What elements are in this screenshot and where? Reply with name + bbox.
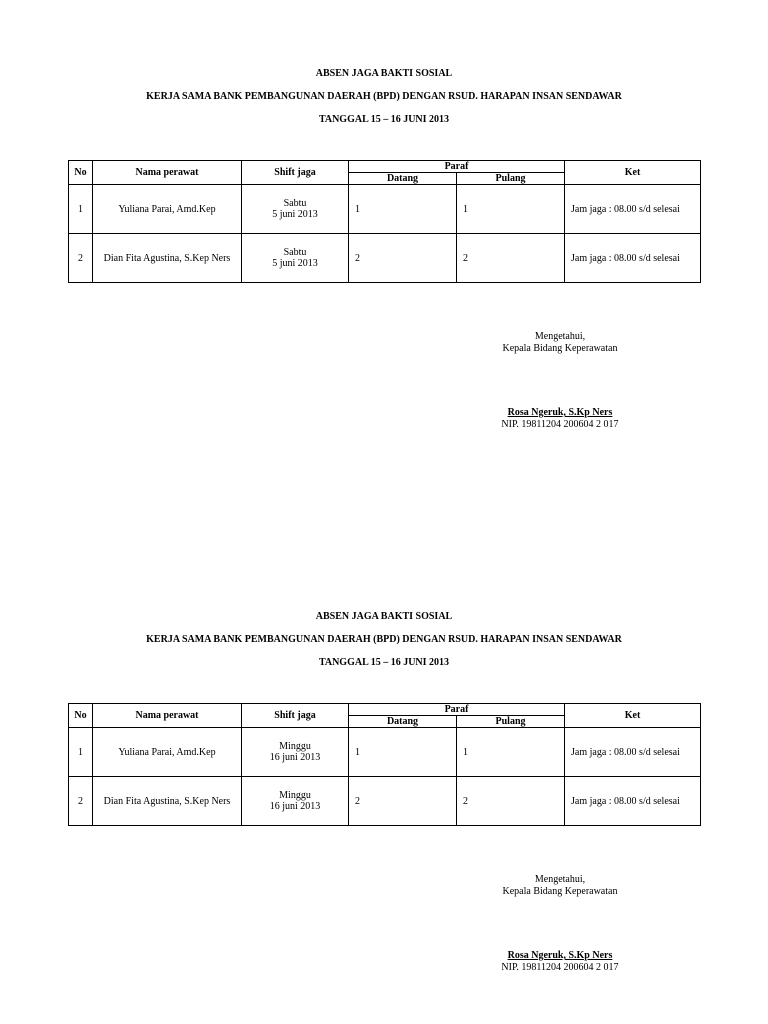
doc-subtitle: KERJA SAMA BANK PEMBANGUNAN DAERAH (BPD) DENGAN RSUD. HARAPAN INSAN SENDAWAR (146, 91, 622, 102)
header-paraf: Paraf (349, 704, 565, 716)
cell-pulang: 2 (457, 777, 565, 826)
shift-day: Minggu (279, 741, 311, 752)
header-nama: Nama perawat (93, 161, 242, 185)
doc-title: ABSEN JAGA BAKTI SOSIAL (315, 611, 453, 622)
cell-no: 2 (69, 777, 93, 826)
signer-nip: NIP. 19811204 200604 2 017 (501, 962, 619, 973)
header-shift: Shift jaga (242, 161, 349, 185)
cell-datang: 2 (349, 234, 457, 283)
doc-date-line: TANGGAL 15 – 16 JUNI 2013 (318, 114, 450, 125)
table-row (69, 234, 701, 283)
cell-nama: Yuliana Parai, Amd.Kep (93, 185, 242, 234)
cell-no: 1 (69, 185, 93, 234)
signature-block-name (440, 950, 680, 974)
signature-block-top (440, 874, 680, 898)
shift-date: 16 juni 2013 (269, 752, 321, 763)
shift-date: 5 juni 2013 (272, 209, 318, 220)
cell-ket: Jam jaga : 08.00 s/d selesai (565, 234, 701, 283)
signer-name: Rosa Ngeruk, S.Kp Ners (507, 407, 613, 418)
header-datang: Datang (349, 173, 457, 185)
table-row (69, 185, 701, 234)
cell-pulang: 1 (457, 728, 565, 777)
cell-datang: 1 (349, 185, 457, 234)
cell-no: 2 (69, 234, 93, 283)
cell-ket: Jam jaga : 08.00 s/d selesai (565, 728, 701, 777)
table-row (69, 728, 701, 777)
header-datang: Datang (349, 716, 457, 728)
header-pulang: Pulang (457, 173, 565, 185)
cell-no: 1 (69, 728, 93, 777)
header-ket: Ket (565, 704, 701, 728)
cell-ket: Jam jaga : 08.00 s/d selesai (565, 185, 701, 234)
attendance-table (68, 160, 701, 283)
cell-shift (242, 777, 349, 826)
doc-subtitle: KERJA SAMA BANK PEMBANGUNAN DAERAH (BPD) DENGAN RSUD. HARAPAN INSAN SENDAWAR (146, 634, 622, 645)
attendance-table (68, 703, 701, 826)
signer-name: Rosa Ngeruk, S.Kp Ners (507, 950, 613, 961)
shift-day: Minggu (279, 790, 311, 801)
header-shift: Shift jaga (242, 704, 349, 728)
shift-date: 16 juni 2013 (269, 801, 321, 812)
header-no: No (69, 161, 93, 185)
signer-nip: NIP. 19811204 200604 2 017 (501, 419, 619, 430)
cell-datang: 2 (349, 777, 457, 826)
jabatan-label: Kepala Bidang Keperawatan (502, 343, 618, 354)
cell-pulang: 2 (457, 234, 565, 283)
header-paraf: Paraf (349, 161, 565, 173)
shift-day: Sabtu (283, 198, 307, 209)
mengetahui-label: Mengetahui, (534, 331, 586, 342)
shift-date: 5 juni 2013 (272, 258, 318, 269)
header-no: No (69, 704, 93, 728)
doc-date-line: TANGGAL 15 – 16 JUNI 2013 (318, 657, 450, 668)
cell-nama: Dian Fita Agustina, S.Kep Ners (93, 777, 242, 826)
cell-datang: 1 (349, 728, 457, 777)
shift-day: Sabtu (283, 247, 307, 258)
cell-nama: Dian Fita Agustina, S.Kep Ners (93, 234, 242, 283)
cell-shift (242, 234, 349, 283)
table-row (69, 777, 701, 826)
cell-shift (242, 185, 349, 234)
cell-pulang: 1 (457, 185, 565, 234)
header-nama: Nama perawat (93, 704, 242, 728)
doc-title: ABSEN JAGA BAKTI SOSIAL (315, 68, 453, 79)
signature-block-name (440, 407, 680, 431)
jabatan-label: Kepala Bidang Keperawatan (502, 886, 618, 897)
cell-nama: Yuliana Parai, Amd.Kep (93, 728, 242, 777)
mengetahui-label: Mengetahui, (534, 874, 586, 885)
header-pulang: Pulang (457, 716, 565, 728)
header-ket: Ket (565, 161, 701, 185)
signature-block-top (440, 331, 680, 355)
cell-ket: Jam jaga : 08.00 s/d selesai (565, 777, 701, 826)
cell-shift (242, 728, 349, 777)
